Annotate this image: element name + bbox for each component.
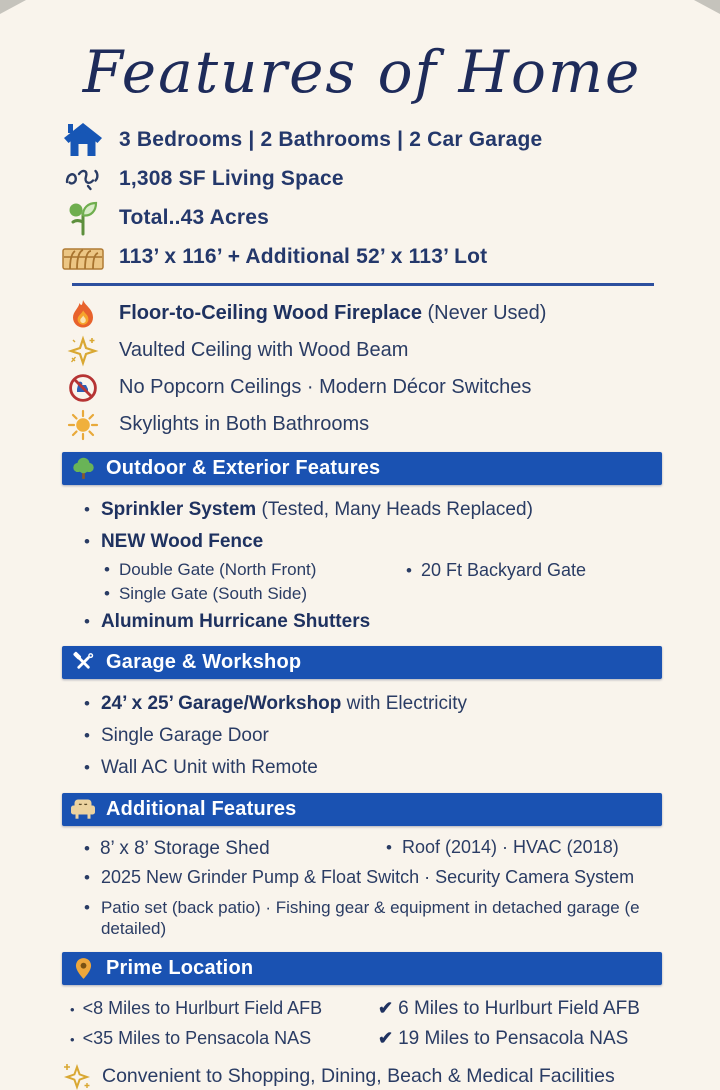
location-row-pensacola <box>70 1024 662 1054</box>
list-item-single-gate <box>104 582 406 606</box>
item-text: Double Gate (North Front) <box>118 559 317 579</box>
highlight-text: No Popcorn Ceilings · Modern Décor Switches <box>119 376 532 399</box>
list-item-roof-hvac <box>386 835 662 863</box>
sparkle-icon <box>62 335 104 367</box>
highlight-no-popcorn <box>62 369 662 406</box>
item-text: 6 Miles to Hurlburt Field AFB <box>398 998 640 1020</box>
fact-row-sqft <box>62 159 662 198</box>
additional-list <box>62 835 662 944</box>
highlight-text: Skylights in Both Bathrooms <box>119 413 370 436</box>
fence-sub-list <box>84 558 662 606</box>
garage-list <box>62 688 662 783</box>
bullet: • <box>84 868 90 888</box>
section-title: Garage & Workshop <box>106 651 302 674</box>
fact-text: 1,308 SF Living Space <box>119 166 344 190</box>
section-title: Prime Location <box>106 957 254 980</box>
sun-icon <box>62 409 104 441</box>
section-banner-garage <box>62 646 662 679</box>
list-item-garage-door <box>84 720 662 752</box>
bullet: • <box>104 559 110 579</box>
item-text: 24’ x 25’ Garage/Workshop with Electricity <box>100 693 468 715</box>
bullet: • <box>84 757 90 777</box>
bullet: • <box>70 1002 75 1018</box>
bullet: • <box>84 531 90 551</box>
list-item-grinder-pump <box>84 862 662 893</box>
fact-row-lot <box>62 237 662 276</box>
photo-corner-artifact <box>694 0 720 14</box>
location-left <box>70 998 378 1019</box>
section-banner-location <box>62 952 662 985</box>
page-title: Features of Home <box>82 38 642 106</box>
item-text: 2025 New Grinder Pump & Float Switch · Security Camera System <box>100 867 635 888</box>
map-pin-icon <box>70 957 96 980</box>
list-item-backyard-gate <box>406 558 662 583</box>
list-item-sprinkler <box>84 494 662 526</box>
fact-row-bedrooms <box>62 120 662 159</box>
location-left <box>70 1028 378 1049</box>
item-text: <8 Miles to Hurlburt Field AFB <box>82 998 323 1019</box>
item-text: Sprinkler System (Tested, Many Heads Replaced) <box>100 499 533 521</box>
seedling-icon <box>62 200 104 236</box>
highlight-vaulted-ceiling <box>62 332 662 369</box>
item-text: Aluminum Hurricane Shutters <box>100 610 371 632</box>
outdoor-list <box>62 494 662 637</box>
bullet: • <box>104 583 110 603</box>
sparkles-icon <box>62 1062 92 1090</box>
location-row-hurlburt <box>70 994 662 1024</box>
bullet: • <box>386 837 392 857</box>
photo-corner-artifact <box>0 0 26 14</box>
section-title: Outdoor & Exterior Features <box>106 457 381 480</box>
section-banner-additional <box>62 793 662 826</box>
divider-line <box>72 283 654 286</box>
house-icon <box>62 122 104 158</box>
fact-text: 113’ x 116’ + Additional 52’ x 113’ Lot <box>119 244 488 268</box>
highlight-skylights <box>62 406 662 443</box>
bullet: • <box>84 838 90 858</box>
item-text: Patio set (back patio) · Fishing gear & equipment in detached garage (e detailed) <box>100 897 640 939</box>
highlight-fireplace <box>62 295 662 332</box>
item-text: Single Gate (South Side) <box>118 583 308 603</box>
location-right <box>378 1028 628 1050</box>
list-item-double-gate <box>104 558 406 582</box>
tree-icon <box>70 456 96 481</box>
list-item-patio <box>84 893 662 944</box>
item-text: Convenient to Shopping, Dining, Beach & Medical Facilities <box>102 1064 615 1087</box>
highlights <box>62 295 662 443</box>
shed-roof-row <box>84 835 662 863</box>
flame-icon <box>62 299 104 329</box>
hammer-wrench-icon <box>70 651 96 674</box>
top-facts <box>62 120 662 276</box>
bullet: • <box>84 611 90 631</box>
highlight-text: Vaulted Ceiling with Wood Beam <box>119 339 409 362</box>
item-text: NEW Wood Fence <box>100 530 264 552</box>
item-text: <35 Miles to Pensacola NAS <box>82 1028 312 1049</box>
bullet: • <box>84 897 90 917</box>
highlight-text: Floor-to-Ceiling Wood Fireplace (Never Used) <box>119 302 547 325</box>
list-item-wall-ac <box>84 752 662 784</box>
item-text: 8’ x 8’ Storage Shed <box>99 837 270 859</box>
location-list <box>62 994 662 1090</box>
item-text: Single Garage Door <box>100 725 269 747</box>
fact-text: 3 Bedrooms | 2 Bathrooms | 2 Car Garage <box>119 127 543 151</box>
section-banner-outdoor <box>62 452 662 485</box>
bullet: • <box>84 694 90 714</box>
location-right <box>378 998 640 1020</box>
fence-icon <box>62 244 104 270</box>
item-text: Wall AC Unit with Remote <box>100 756 318 778</box>
list-item-shutters <box>84 606 662 638</box>
no-sign-icon <box>62 373 104 403</box>
section-title: Additional Features <box>106 797 297 820</box>
item-text: 20 Ft Backyard Gate <box>420 559 587 580</box>
bullet: • <box>406 560 412 580</box>
fact-row-acres <box>62 198 662 237</box>
bullet: • <box>70 1032 75 1048</box>
bullet: • <box>84 500 90 520</box>
list-item-shed <box>84 835 386 863</box>
fact-text: Total..43 Acres <box>119 205 270 229</box>
couch-icon <box>70 798 96 820</box>
checkmark-icon: ✔ <box>378 1028 394 1049</box>
bullet: • <box>84 726 90 746</box>
list-item-workshop <box>84 688 662 720</box>
measure-icon <box>62 165 104 193</box>
list-item-convenient <box>70 1062 662 1090</box>
checkmark-icon: ✔ <box>378 998 394 1019</box>
item-text: Roof (2014) · HVAC (2018) <box>401 836 619 857</box>
item-text: 19 Miles to Pensacola NAS <box>398 1028 629 1050</box>
list-item-fence <box>84 526 662 558</box>
